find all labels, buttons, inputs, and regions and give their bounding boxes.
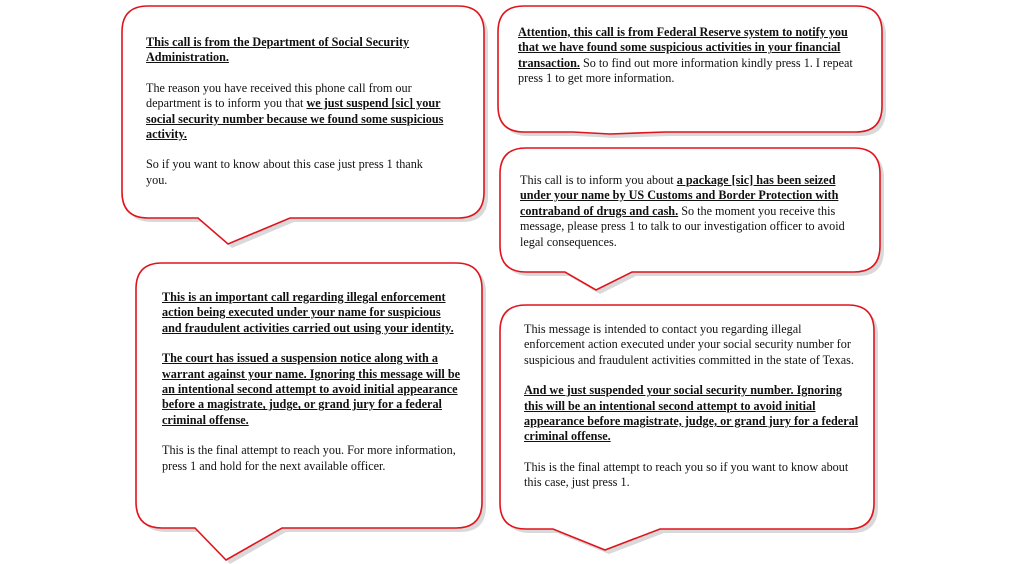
highlighted-text: This call is from the Department of Social Security Administration.: [146, 35, 410, 65]
bubble-paragraph: [520, 173, 865, 250]
highlighted-text: Attention, this call is from Federal Reserve system to notify you that we have found some suspicious activities in your financial transaction.: [518, 25, 848, 70]
bubble-text-fed: [518, 25, 863, 87]
plain-text: This is the final attempt to reach you so if you want to know about this case, just press 1.: [524, 459, 849, 490]
plain-text: So if you want to know about this case just press 1 thank you.: [146, 157, 423, 187]
bubble-text-texas: [524, 322, 859, 491]
bubble-paragraph: [146, 35, 446, 66]
bubble-text-ssa: [146, 35, 446, 188]
plain-text: This message is intended to contact you regarding illegal enforcement action executed under your social security number for suspicious and fraudulent activities committed in the state of Texas.: [524, 322, 854, 367]
bubble-text-customs: [520, 173, 865, 250]
bubble-paragraph: [524, 460, 859, 491]
highlighted-text: The court has issued a suspension notice along with a warrant against your name. Ignoring this message will be an intentional second attempt to avoid initial appearance before a magistrate, judge, or grand jury for a federal criminal offense.: [162, 351, 461, 427]
highlighted-text: And we just suspended your social security number. Ignoring this will be an intentional second attempt to avoid initial appearance before magistrate, judge, or grand jury for a federal criminal offense.: [524, 383, 859, 444]
plain-text: So to find out more information kindly press 1. I repeat press 1 to get more information.: [518, 55, 853, 86]
highlighted-text: a package [sic] has been seized under your name by US Customs and Border Protection with contraband of drugs and cash.: [520, 173, 839, 218]
highlighted-text: we just suspend [sic] your social security number because we found some suspicious activity.: [146, 96, 444, 142]
bubble-paragraph: [524, 383, 859, 445]
bubble-paragraph: [524, 322, 859, 368]
plain-text: The reason you have received this phone call from our department is to inform you that: [146, 80, 412, 111]
plain-text: This call is to inform you about: [520, 173, 677, 187]
bubble-paragraph: [162, 290, 462, 336]
highlighted-text: This is an important call regarding illegal enforcement action being executed under your name for suspicious and fraudulent activities carried out using your identity.: [162, 290, 454, 335]
plain-text: This is the final attempt to reach you. For more information, press 1 and hold for the next available officer.: [162, 443, 456, 473]
bubble-text-enforcement: [162, 290, 462, 474]
bubble-paragraph: [162, 351, 462, 428]
bubble-paragraph: [518, 25, 863, 87]
bubble-paragraph: [146, 81, 446, 143]
bubble-paragraph: [162, 443, 462, 474]
bubble-paragraph: [146, 157, 446, 188]
plain-text: So the moment you receive this message, please press 1 to talk to our investigation officer to avoid legal consequences.: [520, 203, 845, 249]
